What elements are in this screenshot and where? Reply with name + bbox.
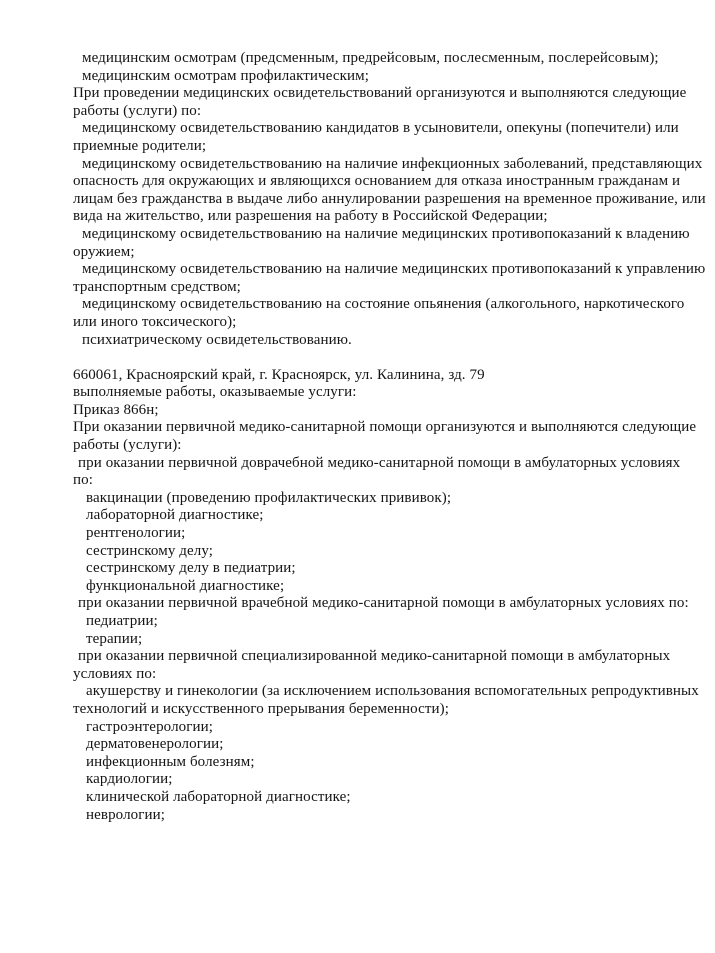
doc-line: При проведении медицинских освидетельствований организуются и выполняются следующие [73, 85, 687, 102]
doc-line: психиатрическому освидетельствованию. [82, 331, 352, 348]
doc-line: лицам без гражданства в выдаче либо аннулировании разрешения на временное проживание, или [73, 190, 706, 207]
doc-line: при оказании первичной доврачебной медико-санитарной помощи в амбулаторных условиях [78, 454, 681, 471]
doc-line: медицинскому освидетельствованию на состояние опьянения (алкогольного, наркотического [82, 296, 685, 313]
doc-line: оружием; [73, 243, 135, 260]
doc-line: медицинскому освидетельствованию на наличие медицинских противопоказаний к владению [82, 225, 690, 242]
doc-line: вакцинации (проведению профилактических прививок); [86, 489, 452, 506]
doc-line: транспортным средством; [73, 278, 241, 295]
doc-line: педиатрии; [86, 613, 158, 629]
doc-line: медицинскому освидетельствованию на наличие медицинских противопоказаний к управлению [82, 261, 706, 278]
doc-line: приемные родители; [73, 137, 207, 154]
doc-line: неврологии; [86, 806, 166, 823]
doc-line: технологий и искусственного прерывания беременности); [73, 700, 449, 717]
doc-line: вида на жительство, или разрешения на работу в Российской Федерации; [73, 208, 548, 225]
doc-line: работы (услуги) по: [73, 102, 202, 119]
doc-line: дерматовенерологии; [86, 736, 224, 753]
doc-line: выполняемые работы, оказываемые услуги: [73, 384, 357, 401]
doc-line: медицинскому освидетельствованию на наличие инфекционных заболеваний, представляющих [82, 155, 703, 172]
doc-line: сестринскому делу в педиатрии; [86, 560, 296, 577]
doc-line: клинической лабораторной диагностике; [86, 788, 351, 805]
doc-line [73, 349, 688, 367]
doc-line: при оказании первичной врачебной медико-санитарной помощи в амбулаторных условиях по: [78, 595, 689, 612]
doc-line: или иного токсического); [73, 313, 237, 330]
doc-line: сестринскому делу; [86, 542, 214, 559]
doc-line: по: [73, 472, 93, 489]
doc-line: гастроэнтерологии; [86, 718, 214, 735]
doc-line: 660061, Красноярский край, г. Красноярск, ул. Калинина, зд. 79 [73, 366, 485, 383]
doc-line: При оказании первичной медико-санитарной помощи организуются и выполняются следующие [73, 419, 697, 436]
doc-line: медицинским осмотрам (предсменным, предрейсовым, послесменным, послерейсовым); [82, 50, 659, 66]
doc-line: рентгенологии; [86, 525, 186, 542]
doc-line: Приказ 866н; [73, 401, 159, 418]
document-content [73, 50, 706, 824]
doc-line: медицинскому освидетельствованию кандидатов в усыновители, опекуны (попечители) или [82, 120, 679, 137]
doc-line: терапии; [86, 630, 143, 647]
doc-line: условиях по: [73, 665, 157, 682]
doc-line: акушерству и гинекологии (за исключением использования вспомогательных репродуктивных [86, 683, 699, 700]
doc-line: при оказании первичной специализированной медико-санитарной помощи в амбулаторных [78, 648, 671, 665]
doc-line: опасность для окружающих и являющихся основанием для отказа иностранным гражданам и [73, 173, 681, 190]
doc-line: медицинским осмотрам профилактическим; [82, 67, 369, 84]
doc-line: кардиологии; [86, 771, 173, 788]
doc-line: инфекционным болезням; [86, 753, 255, 770]
doc-line: функциональной диагностике; [86, 577, 285, 594]
doc-line: лабораторной диагностике; [86, 507, 264, 524]
doc-line: работы (услуги): [73, 437, 182, 454]
